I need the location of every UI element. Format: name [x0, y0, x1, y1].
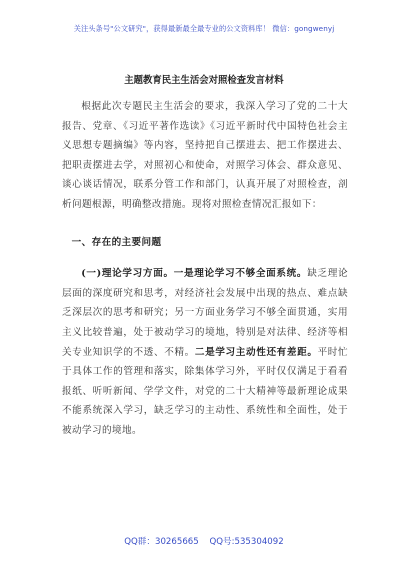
- footer-contact: [0, 535, 408, 547]
- header-promo-note: 关注头条号"公文研究"，获得最新最全最专业的公文资料库！ 微信：gongwenyj: [73, 24, 335, 33]
- document-title: 主题教育民主生活会对照检查发言材料: [124, 75, 284, 86]
- intro-paragraph: 根据此次专题民主生活会的要求，我深入学习了党的二十大报告、党章、《习近平著作选读》《习近平新时代中国特色社会主义思想专题摘编》等内容，坚持把自己摆进去、把工作摆进去、把职责摆进去学，对照初心和使命，对照学习体会、群众意见、谈心谈话情况，联系分管工作和部门，认真开展了对照检查，剖析问题根源，明确整改措施。现将对照检查情况汇报如下：: [62, 101, 348, 210]
- point-one-label: 一是理论学习不够全面系统。: [173, 268, 308, 280]
- footer-qq-group: QQ群：30265665: [124, 537, 199, 547]
- section-heading: 一、存在的主要问题: [71, 236, 162, 248]
- point-one-text: 缺乏理论层面的深度研究和思考，对经济社会发展中出现的热点、难点缺乏深层次的思考和研究；另一方面业务学习不够全面贯通，实用主义比较普遍，处于被动学习的境地，特别是对法律、经济等相关专业知识学的不透、不精。: [62, 268, 348, 358]
- item-label: (一)理论学习方面。: [81, 268, 174, 280]
- footer-qq-number: QQ号:535304092: [209, 537, 284, 547]
- document-body: [62, 97, 348, 441]
- point-two-text: 平时忙于具体工作的管理和落实，除集体学习外，平时仅仅满足于看看报纸、听听新闻、学学文件，对党的二十大精神等最新理论成果不能系统深入学习，缺乏学习的主动性、系统性和全面性，处于被动学习的境地。: [62, 346, 348, 436]
- theory-study-paragraph: [62, 264, 348, 440]
- point-two-label: 二是学习主动性还有差距。: [194, 346, 318, 358]
